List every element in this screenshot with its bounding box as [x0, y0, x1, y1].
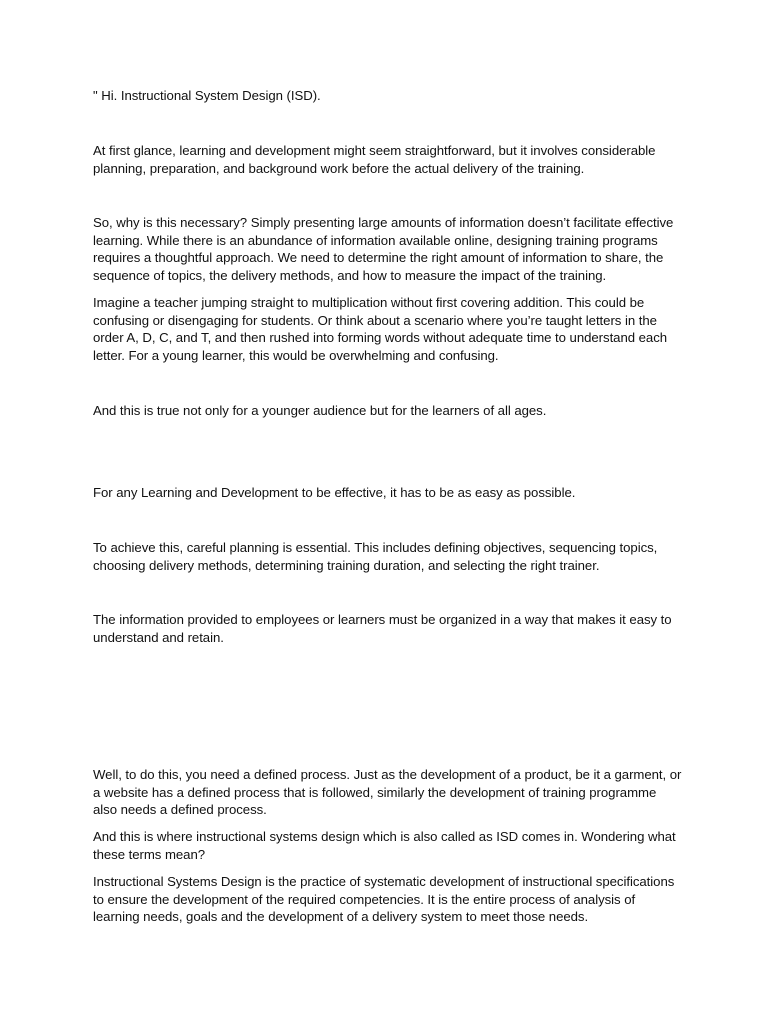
paragraph-greeting: " Hi. Instructional System Design (ISD). [93, 88, 321, 103]
paragraph-defined-process: Well, to do this, you need a defined process. Just as the development of a product, be it a garment, or a website has a defined process that is followed, similarly the development of training programme also needs a defined process. [93, 767, 682, 818]
paragraph-isd-intro: And this is where instructional systems design which is also called as ISD comes in. Wondering what these terms mean? [93, 829, 676, 862]
paragraph-why-necessary: So, why is this necessary? Simply presenting large amounts of information doesn’t facilitate effective learning. While there is an abundance of information available online, designing training programs requires a thoughtful approach. We need to determine the right amount of information to share, the sequence of topics, the delivery methods, and how to measure the impact of the training. [93, 215, 674, 283]
paragraph-all-ages: And this is true not only for a younger audience but for the learners of all ages. [93, 403, 547, 418]
paragraph-first-glance: At first glance, learning and development might seem straightforward, but it involves considerable planning, preparation, and background work before the actual delivery of the training. [93, 143, 656, 176]
paragraph-careful-planning: To achieve this, careful planning is essential. This includes defining objectives, sequencing topics, choosing delivery methods, determining training duration, and selecting the right trainer. [93, 540, 658, 573]
paragraph-organized-information: The information provided to employees or learners must be organized in a way that makes it easy to understand and retain. [93, 612, 672, 645]
paragraph-easy-as-possible: For any Learning and Development to be effective, it has to be as easy as possible. [93, 485, 576, 500]
paragraph-teacher-example: Imagine a teacher jumping straight to multiplication without first covering addition. This could be confusing or disengaging for students. Or think about a scenario where you’re taught letters in the order A, D, C, and T, and then rushed into forming words without adequate time to understand each letter. For a young learner, this would be overwhelming and confusing. [93, 295, 668, 363]
paragraph-isd-definition: Instructional Systems Design is the practice of systematic development of instructional specifications to ensure the development of the required competencies. It is the entire process of analysis of learning needs, goals and the development of a delivery system to meet those needs. [93, 874, 675, 925]
